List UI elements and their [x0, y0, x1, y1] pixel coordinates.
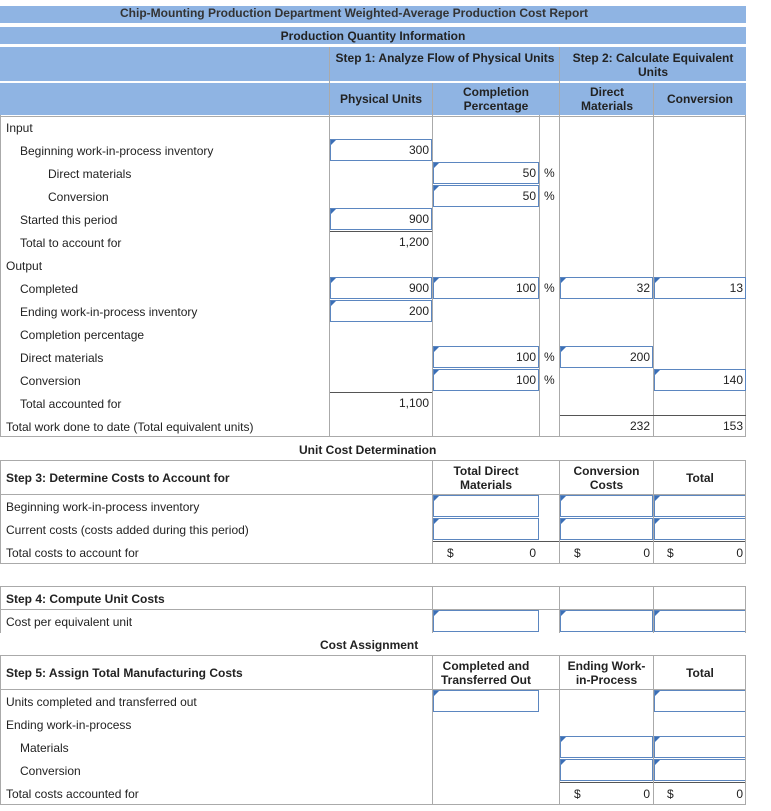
grid-line	[745, 460, 746, 564]
step4-heading: Step 4: Compute Unit Costs	[6, 592, 165, 606]
grid-line	[432, 586, 433, 633]
grid-line	[559, 655, 560, 805]
pct-sign: %	[544, 281, 555, 295]
col-direct-materials: Direct Materials	[580, 85, 634, 113]
pct-sign: %	[544, 373, 555, 387]
materials-label: Materials	[20, 741, 69, 755]
bwip-dm-label: Direct materials	[48, 167, 132, 181]
total-line	[433, 541, 746, 542]
grid-line	[0, 586, 1, 633]
total-line	[560, 415, 746, 416]
started-units-value: 900	[408, 212, 429, 226]
completed-conv-value: 13	[729, 281, 743, 295]
total-accounted-label: Total accounted for	[20, 397, 122, 411]
total-work-conv-value: 153	[722, 419, 743, 433]
col-conversion-costs: Conversion Costs	[573, 464, 640, 492]
ewip-conv-pct-value: 100	[515, 373, 536, 387]
input-label: Input	[6, 121, 33, 135]
pct-sign: %	[544, 350, 555, 364]
total-line	[330, 392, 432, 393]
report-title: Chip-Mounting Production Department Weighted-Average Production Cost Report	[120, 6, 588, 20]
step2-heading: Step 2: Calculate Equivalent Units	[572, 51, 734, 79]
col-completion-pct: Completion Percentage	[463, 85, 529, 113]
grid-line	[0, 655, 746, 656]
completed-pct-value: 100	[515, 281, 536, 295]
step3-heading: Step 3: Determine Costs to Account for	[6, 471, 230, 485]
materials-ewip-input[interactable]	[560, 736, 653, 758]
current-cc-input[interactable]	[560, 518, 653, 540]
total-costs-dm-value: 0	[529, 546, 536, 560]
materials-total-input[interactable]	[654, 736, 746, 758]
bwip-conv-label: Conversion	[48, 190, 109, 204]
grid-line	[0, 460, 1, 564]
unit-cost-determination-title: Unit Cost Determination	[299, 443, 437, 457]
bwip-dm-pct-value: 50	[522, 166, 536, 180]
pct-sign: %	[544, 189, 555, 203]
total-costs-total-value: 0	[736, 546, 743, 560]
cost-per-eu-label: Cost per equivalent unit	[6, 615, 133, 629]
completed-units-value: 900	[408, 281, 429, 295]
total-costs-cc-value: 0	[643, 546, 650, 560]
tca-ewip-value: 0	[643, 787, 650, 801]
total-work-dm-value: 232	[629, 419, 650, 433]
step1-heading: Step 1: Analyze Flow of Physical Units	[335, 51, 555, 65]
dollar-sign: $	[667, 787, 674, 801]
col-total-direct-materials: Total Direct Materials	[453, 464, 519, 492]
completed-label: Completed	[20, 282, 79, 296]
ewip-conv-eu-value: 140	[722, 373, 743, 387]
started-label: Started this period	[20, 213, 118, 227]
cost-bwip-cc-input[interactable]	[560, 495, 653, 517]
output-label: Output	[6, 259, 43, 273]
total-to-account-label: Total to account for	[20, 236, 122, 250]
grid-line	[539, 115, 540, 437]
col-completed-transferred-out: Completed and Transferred Out	[440, 659, 532, 687]
uct-total-input[interactable]	[654, 690, 746, 712]
cost-bwip-dm-input[interactable]	[433, 495, 539, 517]
grid-line	[653, 460, 654, 564]
pct-sign: %	[544, 166, 555, 180]
grid-line	[559, 47, 560, 437]
grid-line	[745, 655, 746, 805]
grid-line	[0, 115, 1, 437]
grid-line	[559, 586, 560, 633]
bwip-conv-pct-value: 50	[522, 189, 536, 203]
col-physical-units: Physical Units	[339, 92, 423, 106]
conversion-ewip-input[interactable]	[560, 759, 653, 781]
cost-bwip-label: Beginning work-in-process inventory	[6, 500, 200, 514]
ewip-dm-eu-value: 200	[629, 350, 650, 364]
cost-assignment-title: Cost Assignment	[320, 638, 419, 652]
dollar-sign: $	[574, 787, 581, 801]
current-costs-label: Current costs (costs added during this period)	[6, 523, 249, 537]
ewip-label: Ending work-in-process inventory	[20, 305, 198, 319]
completed-dm-value: 32	[636, 281, 650, 295]
col-ending-wip: Ending Work-in-Process	[567, 659, 646, 687]
dollar-sign: $	[447, 546, 454, 560]
report-subtitle: Production Quantity Information	[280, 29, 466, 43]
grid-line	[0, 804, 746, 805]
grid-line	[432, 655, 433, 805]
completion-percentage-label: Completion percentage	[20, 328, 145, 342]
dollar-sign: $	[667, 546, 674, 560]
current-dm-input[interactable]	[433, 518, 539, 540]
col-total: Total	[686, 471, 714, 485]
ewip-dm-pct-value: 100	[515, 350, 536, 364]
total-line	[330, 231, 432, 232]
grid-line	[745, 586, 746, 633]
current-total-input[interactable]	[654, 518, 746, 540]
grid-line	[0, 655, 1, 805]
cost-bwip-total-input[interactable]	[654, 495, 746, 517]
ewip-dm-label: Direct materials	[20, 351, 104, 365]
grid-line	[0, 116, 746, 117]
col-conversion: Conversion	[666, 92, 733, 106]
step5-heading: Step 5: Assign Total Manufacturing Costs	[6, 666, 243, 680]
grid-line	[432, 460, 433, 564]
dollar-sign: $	[574, 546, 581, 560]
total-work-label: Total work done to date (Total equivalent units)	[6, 420, 254, 434]
grid-line	[0, 436, 746, 437]
cpeu-dm-input[interactable]	[433, 610, 539, 632]
ewip-conv-label: Conversion	[20, 374, 81, 388]
grid-line	[0, 689, 746, 690]
uct-cto-input[interactable]	[433, 690, 539, 712]
units-completed-transferred-label: Units completed and transferred out	[6, 695, 197, 709]
grid-line	[653, 655, 654, 805]
conversion-label: Conversion	[20, 764, 81, 778]
grid-line	[0, 586, 746, 587]
grid-line	[559, 460, 560, 564]
cpeu-total-input[interactable]	[654, 610, 746, 632]
total-costs-label: Total costs to account for	[6, 546, 139, 560]
total-accounted-value: 1,100	[398, 396, 429, 410]
cpeu-cc-input[interactable]	[560, 610, 653, 632]
bwip-units-value: 300	[408, 143, 429, 157]
tca-total-value: 0	[736, 787, 743, 801]
ending-wip-label: Ending work-in-process	[6, 718, 132, 732]
grid-line	[0, 460, 746, 461]
ewip-units-value: 200	[408, 304, 429, 318]
bwip-label: Beginning work-in-process inventory	[20, 144, 214, 158]
total-costs-accounted-label: Total costs accounted for	[6, 787, 139, 801]
grid-line	[0, 563, 746, 564]
total-to-account-value: 1,200	[398, 235, 429, 249]
col-total: Total	[686, 666, 714, 680]
conversion-total-input[interactable]	[654, 759, 746, 781]
grid-line	[653, 586, 654, 633]
